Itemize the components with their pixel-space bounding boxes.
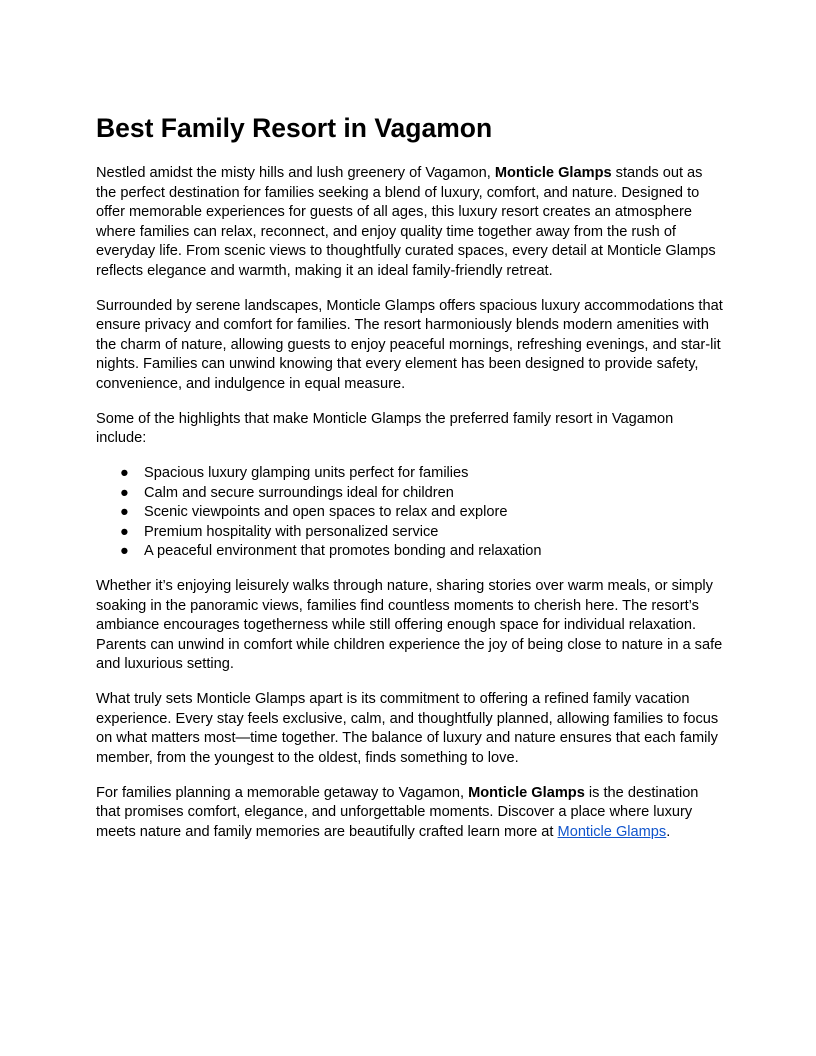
intro-paragraph: [96, 164, 724, 281]
list-item-text: A peaceful environment that promotes bonding and relaxation: [144, 543, 542, 559]
bullet-icon: ●: [120, 523, 129, 540]
list-item: [96, 464, 724, 484]
bullet-icon: ●: [120, 484, 129, 501]
list-item: [96, 523, 724, 543]
list-item-text: Scenic viewpoints and open spaces to relax and explore: [144, 504, 508, 520]
commitment-paragraph: What truly sets Monticle Glamps apart is its commitment to offering a refined family vacation experience. Every stay feels exclusive, calm, and thoughtfully planned, allowing families to focus on what matters most—time together. The balance of luxury and nature ensures that each family member, from the youngest to the oldest, finds something to love.: [96, 691, 719, 766]
monticle-glamps-link[interactable]: Monticle Glamps: [557, 823, 667, 840]
list-item-text: Calm and secure surroundings ideal for children: [144, 484, 454, 501]
brand-name-bold: Monticle Glamps: [468, 784, 585, 801]
closing-text-middle: is the destination that promises comfort, elegance, and unforgettable moments. Discover a place where luxury meets nature and family memories are beautifully crafted learn more at: [96, 784, 699, 840]
bullet-icon: ●: [120, 465, 129, 481]
experience-paragraph: Whether it’s enjoying leisurely walks through nature, sharing stories over warm meals, or simply soaking in the panoramic views, families find countless moments to cherish here. The resort’s ambiance encourages togetherness while still offering enough space for individual relaxation. Parents can unwind in comfort while children experience the joy of being close to nature in a safe and luxurious setting.: [96, 578, 723, 672]
accommodations-paragraph: Surrounded by serene landscapes, Monticle Glamps offers spacious luxury accommodations that ensure privacy and comfort for families. The resort harmoniously blends modern amenities with the charm of nature, allowing guests to enjoy peaceful mornings, refreshing evenings, and star-lit nights. Families can unwind knowing that every element has been designed to provide safety, convenience, and indulgence in equal measure.: [96, 297, 723, 392]
intro-text-end: stands out as the perfect destination for families seeking a blend of luxury, comfort, and nature. Designed to offer memorable experiences for guests of all ages, this luxury resort creates an atmosphere where families can relax, reconnect, and enjoy quality time together away from the rush of everyday life. From scenic views to thoughtfully curated spaces, every detail at Monticle Glamps reflects elegance and warmth, making it an ideal family-friendly retreat.: [96, 165, 716, 279]
list-item: [96, 484, 724, 504]
list-item-text: Premium hospitality with personalized service: [144, 523, 439, 540]
brand-name-bold: Monticle Glamps: [494, 165, 612, 181]
bullet-icon: ●: [120, 504, 129, 520]
closing-text-end: .: [666, 823, 671, 840]
highlights-list: [96, 464, 724, 562]
list-item: [96, 542, 724, 562]
closing-paragraph: [96, 784, 724, 843]
bullet-icon: ●: [120, 543, 129, 559]
list-item-text: Spacious luxury glamping units perfect for families: [144, 465, 469, 481]
page-title: Best Family Resort in Vagamon: [96, 113, 493, 143]
closing-text-start: For families planning a memorable getaway to Vagamon,: [96, 784, 469, 801]
document-page: [96, 112, 724, 858]
highlights-intro-paragraph: Some of the highlights that make Monticle Glamps the preferred family resort in Vagamon include:: [96, 410, 674, 446]
list-item: [96, 503, 724, 523]
intro-text-start: Nestled amidst the misty hills and lush greenery of Vagamon,: [96, 165, 495, 181]
